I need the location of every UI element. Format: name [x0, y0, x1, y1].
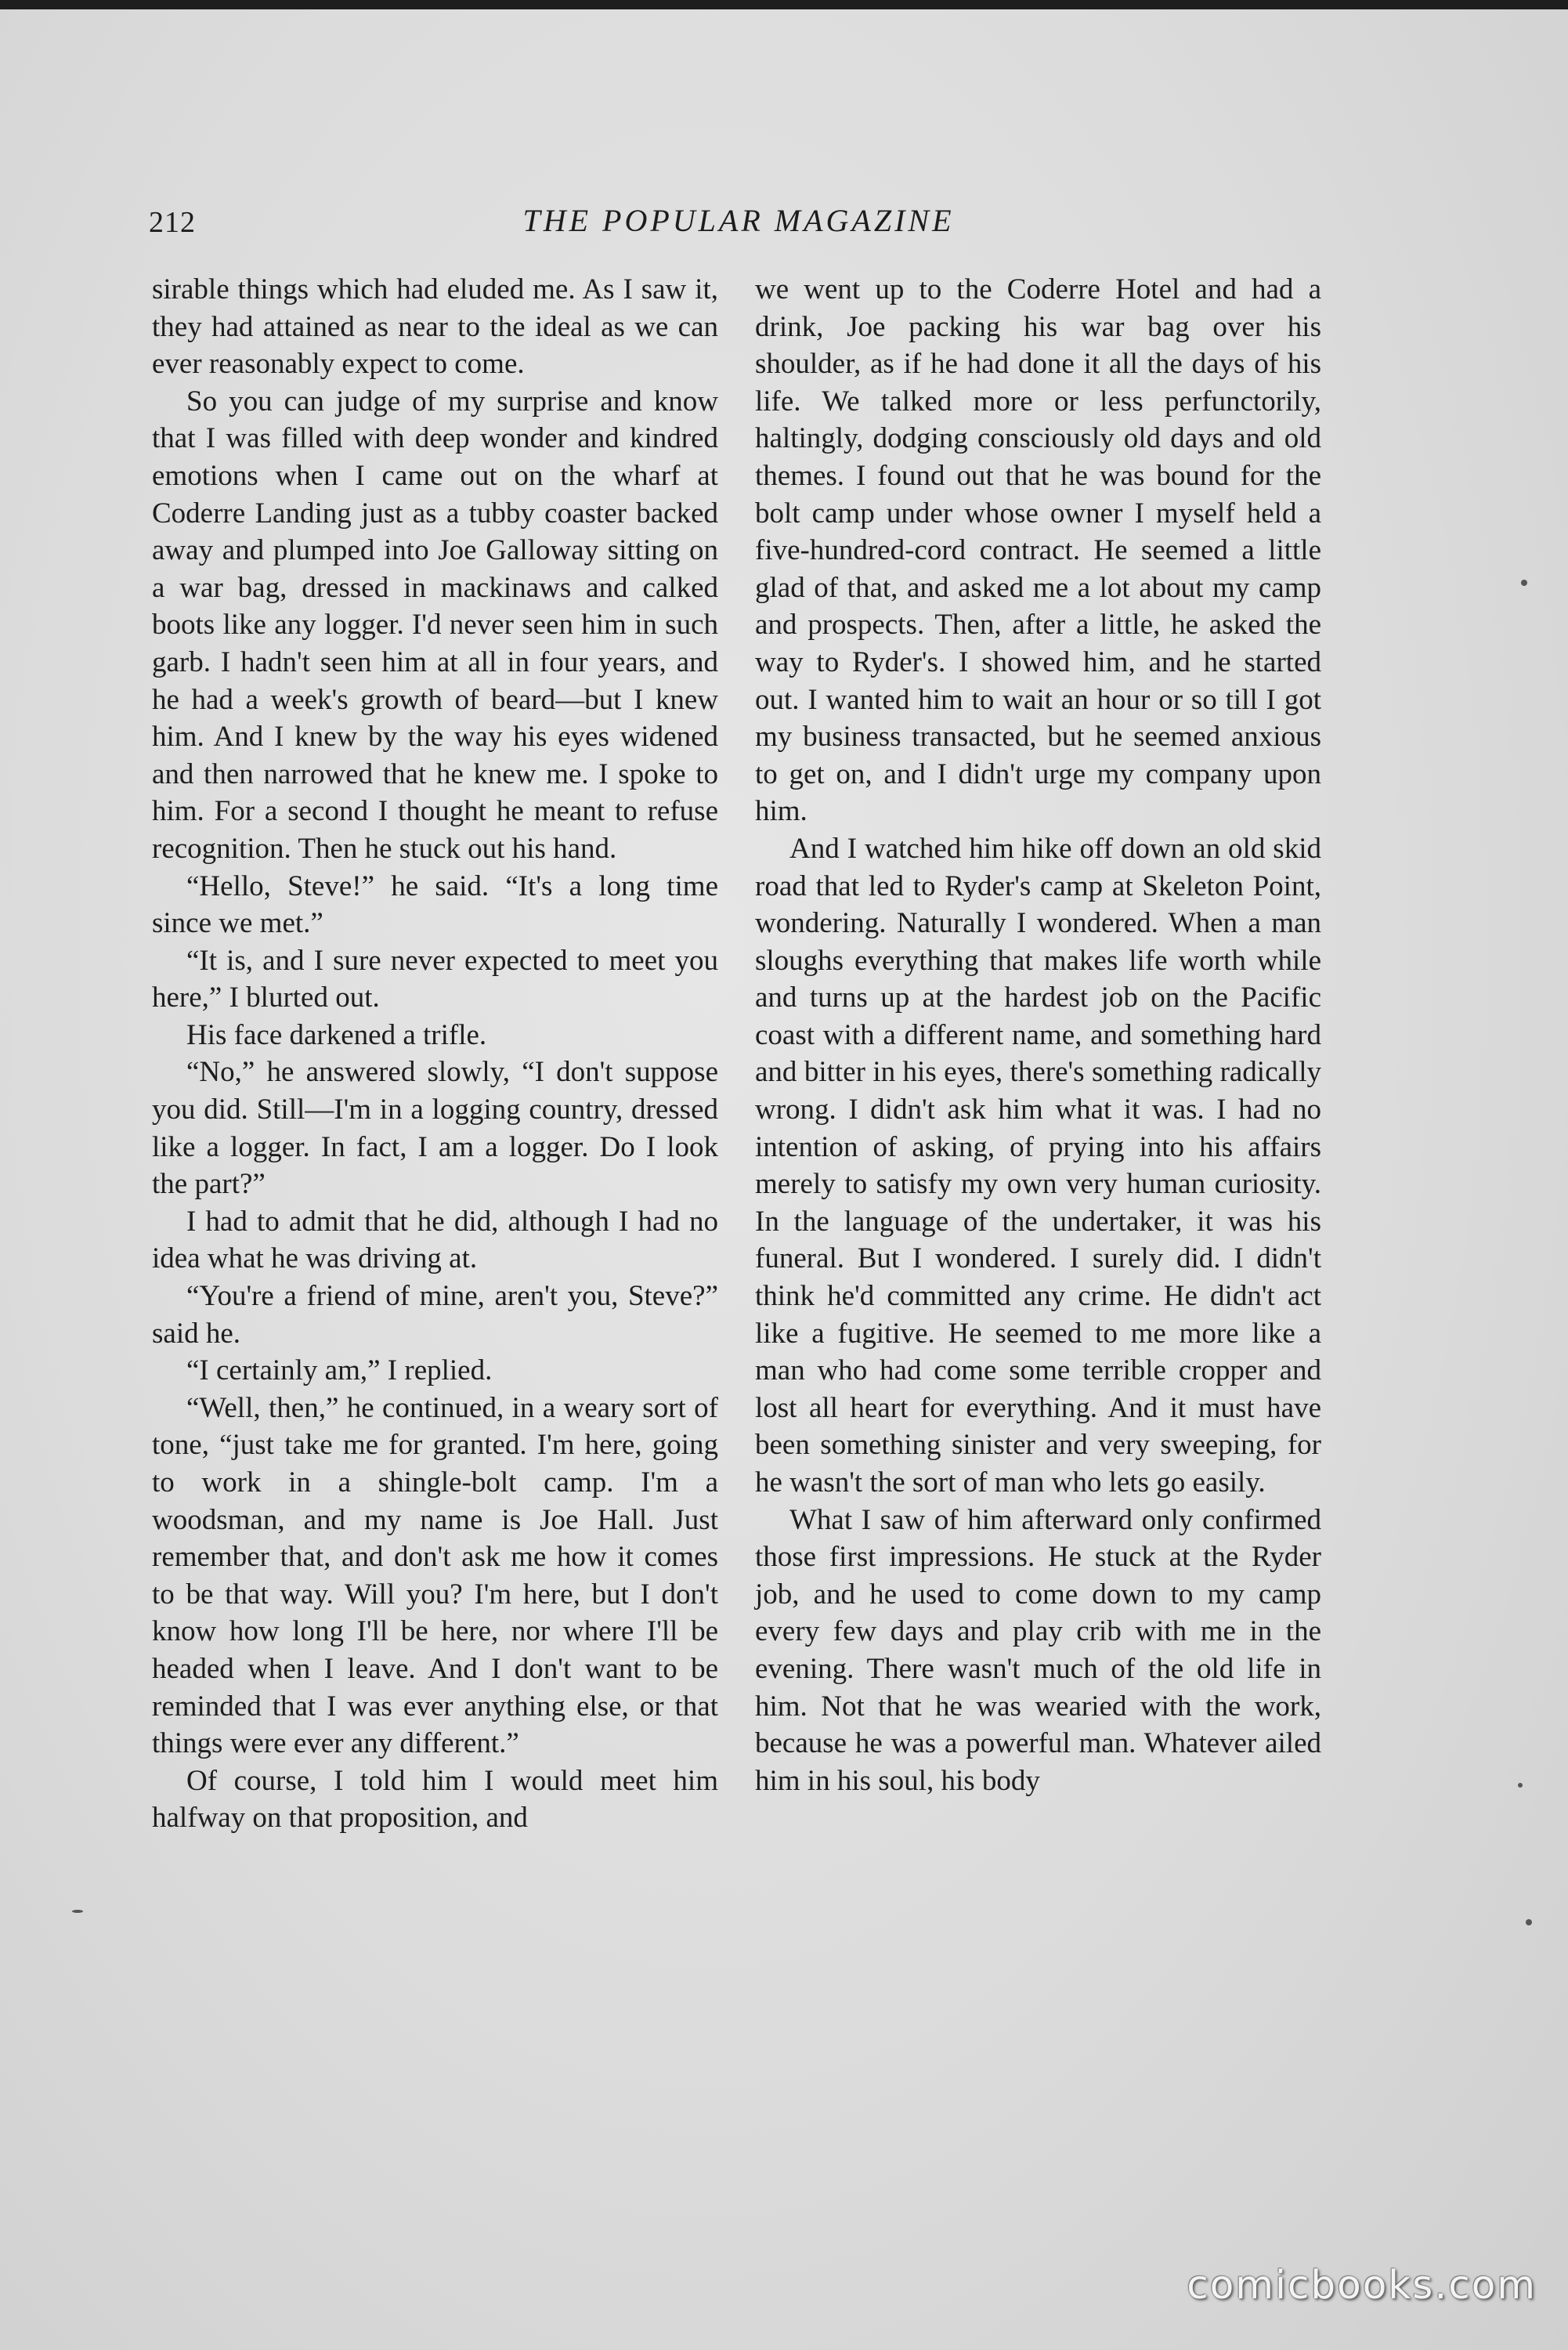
- page-number: 212: [149, 206, 196, 239]
- paragraph: “It is, and I sure never expected to meet you here,” I blurted out.: [152, 944, 718, 1014]
- paper-speck: [1521, 580, 1527, 586]
- running-title: THE POPULAR MAGAZINE: [522, 203, 955, 238]
- paragraph: sirable things which had eluded me. As I saw it, they had attained as near to the ideal as we can ever reasonably expect to come.: [152, 273, 718, 381]
- text-column-right: [755, 271, 1321, 1799]
- page-header: [149, 202, 1328, 243]
- paragraph: So you can judge of my surprise and know that I was filled with deep wonder and kindred emotions when I came out on the wharf at Coderre Landing just as a tubby coaster backed away and plumped into Joe Galloway sitting on a war bag, dressed in mackinaws and calked boots like any logger. I'd never seen him in such garb. I hadn't seen him at all in four years, and he had a week's growth of beard—but I knew him. And I knew by the way his eyes widened and then narrowed that he knew me. I spoke to him. For a second I thought he meant to refuse recognition. Then he stuck out his hand.: [152, 385, 718, 865]
- paper-speck: [72, 1910, 83, 1913]
- watermark: comicbooks.com: [1187, 2262, 1537, 2308]
- paragraph: I had to admit that he did, although I had no idea what he was driving at.: [152, 1205, 718, 1275]
- paragraph: His face darkened a trifle.: [186, 1018, 487, 1051]
- text-column-left: [152, 271, 718, 1837]
- paragraph: we went up to the Coderre Hotel and had a drink, Joe packing his war bag over his shoulder, as if he had done it all the days of his life. We talked more or less perfunctorily, haltingly, dodging consciously old days and old themes. I found out that he was bound for the bolt camp under whose owner I myself held a five-hundred-cord contract. He seemed a little glad of that, and asked me a lot about my camp and prospects. Then, after a little, he asked the way to Ryder's. I showed him, and he started out. I wanted him to wait an hour or so till I got my business transacted, but he seemed anxious to get on, and I didn't urge my company upon him.: [755, 273, 1321, 828]
- paragraph: Of course, I told him I would meet him halfway on that proposition, and: [152, 1764, 718, 1835]
- paper-speck: [1526, 1919, 1532, 1925]
- paragraph: “I certainly am,” I replied.: [186, 1354, 493, 1387]
- paragraph: What I saw of him afterward only confirmed those first impressions. He stuck at the Ryder job, and he used to come down to my camp every few days and play crib with me in the evening. There wasn't much of the old life in him. Not that he was wearied with the work, because he was a powerful man. Whatever ailed him in his soul, his body: [755, 1503, 1321, 1797]
- paragraph: “Hello, Steve!” he said. “It's a long time since we met.”: [152, 870, 718, 940]
- paragraph: And I watched him hike off down an old skid road that led to Ryder's camp at Skeleton Point, wondering. Naturally I wondered. When a man sloughs everything that makes life worth while and turns up at the hardest job on the Pacific coast with a different name, and something hard and bitter in his eyes, there's something radically wrong. I didn't ask him what it was. I had no intention of asking, of prying into his affairs merely to satisfy my own very human curiosity. In the language of the undertaker, it was his funeral. But I wondered. I surely did. I didn't think he'd committed any crime. He didn't act like a fugitive. He seemed to me more like a man who had come some terrible cropper and lost all heart for everything. And it must have been something sinister and very sweeping, for he wasn't the sort of man who lets go easily.: [755, 832, 1321, 1499]
- paragraph: “Well, then,” he continued, in a weary sort of tone, “just take me for granted. I'm here, going to work in a shingle-bolt camp. I'm a woodsman, and my name is Joe Hall. Just remember that, and don't ask me how it comes to be that way. Will you? I'm here, but I don't know how long I'll be here, nor where I'll be headed when I leave. And I don't want to be reminded that I was ever anything else, or that things were ever any different.”: [152, 1391, 718, 1760]
- paragraph: “No,” he answered slowly, “I don't suppose you did. Still—I'm in a logging country, dressed like a logger. In fact, I am a logger. Do I look the part?”: [152, 1056, 718, 1201]
- magazine-page: [0, 9, 1568, 2350]
- paragraph: “You're a friend of mine, aren't you, Steve?” said he.: [152, 1280, 718, 1350]
- paper-speck: [1518, 1783, 1523, 1788]
